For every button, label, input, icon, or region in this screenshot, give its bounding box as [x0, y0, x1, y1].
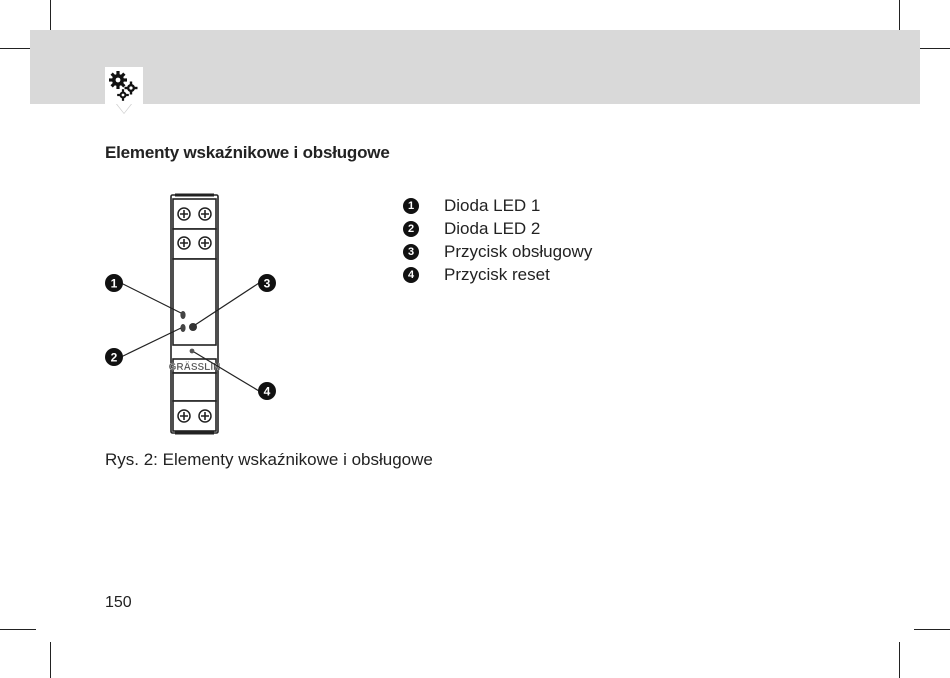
legend-item — [403, 240, 592, 263]
legend-number: 4 — [403, 267, 419, 283]
led-2 — [180, 324, 185, 332]
crop-mark — [914, 629, 950, 630]
device-front-panel — [173, 259, 216, 345]
legend-list — [403, 194, 592, 286]
section-title: Elementy wskaźnikowe i obsługowe — [105, 143, 390, 162]
svg-text:2: 2 — [110, 350, 118, 365]
legend-number: 1 — [403, 198, 419, 214]
legend-item — [403, 263, 592, 286]
legend-label: Przycisk obsługowy — [444, 241, 593, 261]
legend-item — [403, 194, 592, 217]
device-lower-panel — [173, 373, 216, 401]
legend-label: Przycisk reset — [444, 264, 550, 284]
callout-4 — [258, 382, 276, 400]
legend-label: Dioda LED 1 — [444, 195, 541, 215]
legend-number: 3 — [403, 244, 419, 260]
gears-icon — [105, 67, 143, 104]
reset-button — [190, 349, 195, 354]
header-band — [30, 30, 920, 104]
crop-mark — [899, 642, 900, 678]
gears-tab — [105, 67, 143, 104]
tab-pointer — [117, 104, 131, 113]
callout-2 — [105, 348, 123, 366]
page-number: 150 — [105, 594, 132, 611]
crop-mark — [50, 642, 51, 678]
device-illustration — [95, 185, 295, 440]
brand-text: GRÄSSLIN — [168, 362, 221, 373]
svg-text:3: 3 — [263, 276, 271, 291]
svg-text:4: 4 — [263, 384, 271, 399]
legend-number: 2 — [403, 221, 419, 237]
legend-label: Dioda LED 2 — [444, 218, 541, 238]
crop-mark — [0, 629, 36, 630]
callout-3 — [258, 274, 276, 292]
led-1 — [180, 311, 185, 319]
svg-text:1: 1 — [110, 276, 118, 291]
callout-1 — [105, 274, 123, 292]
legend-item — [403, 217, 592, 240]
figure-caption: Rys. 2: Elementy wskaźnikowe i obsługowe — [105, 450, 433, 469]
